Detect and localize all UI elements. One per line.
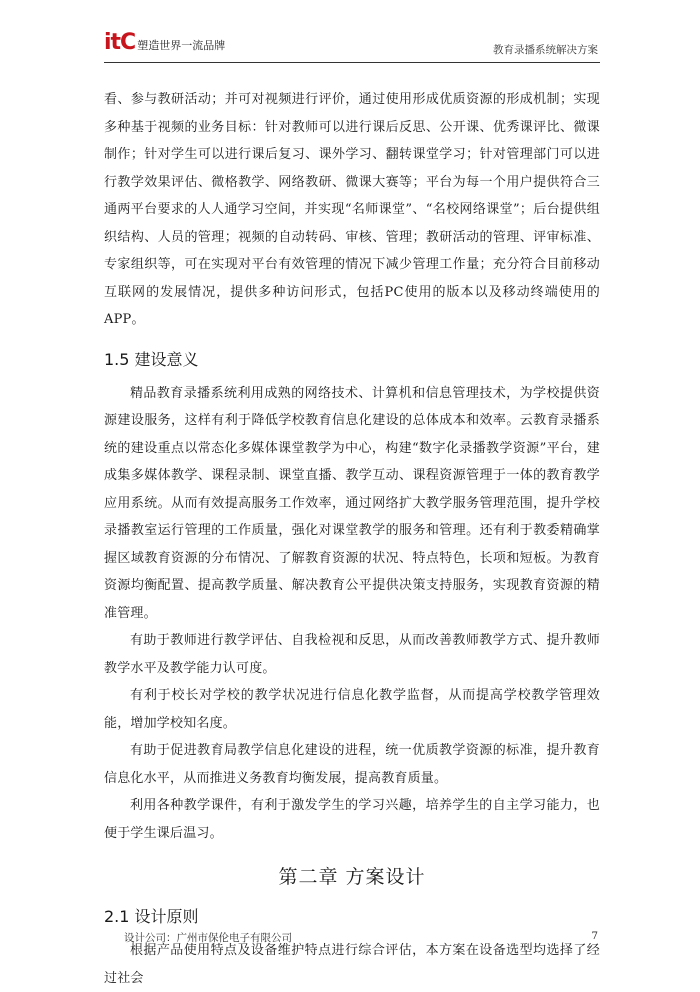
paragraph: 利用各种教学课件，有利于激发学生的学习兴趣，培养学生的自主学习能力，也便于学生课后温习。 bbox=[104, 798, 600, 841]
page-content bbox=[104, 86, 600, 992]
paragraph: 根据产品使用特点及设备维护特点进行综合评估，本方案在设备选型均选择了经过社会 bbox=[104, 943, 600, 986]
paragraph: 有助于促进教育局教学信息化建设的进程，统一优质教学资源的标准，提升教育信息化水平，从而推进义务教育均衡发展，提高教育质量。 bbox=[104, 743, 600, 786]
paragraph: 有利于校长对学校的教学状况进行信息化教学监督，从而提高学校教学管理效能，增加学校知名度。 bbox=[104, 688, 600, 731]
document-title: 教育录播系统解决方案 bbox=[493, 44, 598, 56]
page-footer bbox=[104, 930, 600, 950]
logo-slogan: 塑造世界一流品牌 bbox=[137, 39, 226, 52]
footer-company: 设计公司：广州市保伦电子有限公司 bbox=[124, 932, 292, 944]
section-heading-2-1: 2.1 设计原则 bbox=[104, 907, 199, 926]
logo-mark: itC bbox=[104, 30, 136, 55]
paragraph: 精品教育录播系统利用成熟的网络技术、计算机和信息管理技术，为学校提供资源建设服务，这样有利于降低学校教育信息化建设的总体成本和效率。云教育录播系统的建设重点以常态化多媒体课堂教学为中心，构建“数字化录播教学资源”平台，建成集多媒体教学、课程录制、课堂直播、教学互动、课程资源管理于一体的教育教学应用系统。从而有效提高服务工作效率，通过网络扩大教学服务管理范围，提升学校录播教室运行管理的工作质量，强化对课堂教学的服务和管理。还有利于教委精确掌握区域教育资源的分布情况、了解教育资源的状况、特点特色，长项和短板。为教育资源均衡配置、提高教学质量、解决教育公平提供决策支持服务，实现教育资源的精准管理。 bbox=[104, 385, 600, 621]
chapter-heading-2: 第二章 方案设计 bbox=[278, 866, 426, 888]
page-header bbox=[104, 30, 600, 63]
section-heading-1-5: 1.5 建设意义 bbox=[104, 349, 199, 369]
intro-paragraph: 看、参与教研活动；并可对视频进行评价，通过使用形成优质资源的形成机制；实现多种基于视频的业务目标：针对教师可以进行课后反思、公开课、优秀课评比、微课制作；针对学生可以进行课后复习、课外学习、翻转课堂学习；针对管理部门可以进行教学效果评估、微格教学、网络教研、微课大赛等；平台为每一个用户提供符合三通两平台要求的人人通学习空间，并实现“名师课堂”、“名校网络课堂”；后台提供组织结构、人员的管理；视频的自动转码、审核、管理；教研活动的管理、评审标准、专家组织等，可在实现对平台有效管理的情况下减少管理工作量；充分符合目前移动互联网的发展情况，提供多种访问形式，包括PC使用的版本以及移动终端使用的APP。 bbox=[104, 92, 600, 327]
paragraph: 有助于教师进行教学评估、自我检视和反思，从而改善教师教学方式、提升教师教学水平及教学能力认可度。 bbox=[104, 633, 600, 676]
page-number: 7 bbox=[591, 930, 598, 942]
company-logo bbox=[104, 32, 225, 54]
